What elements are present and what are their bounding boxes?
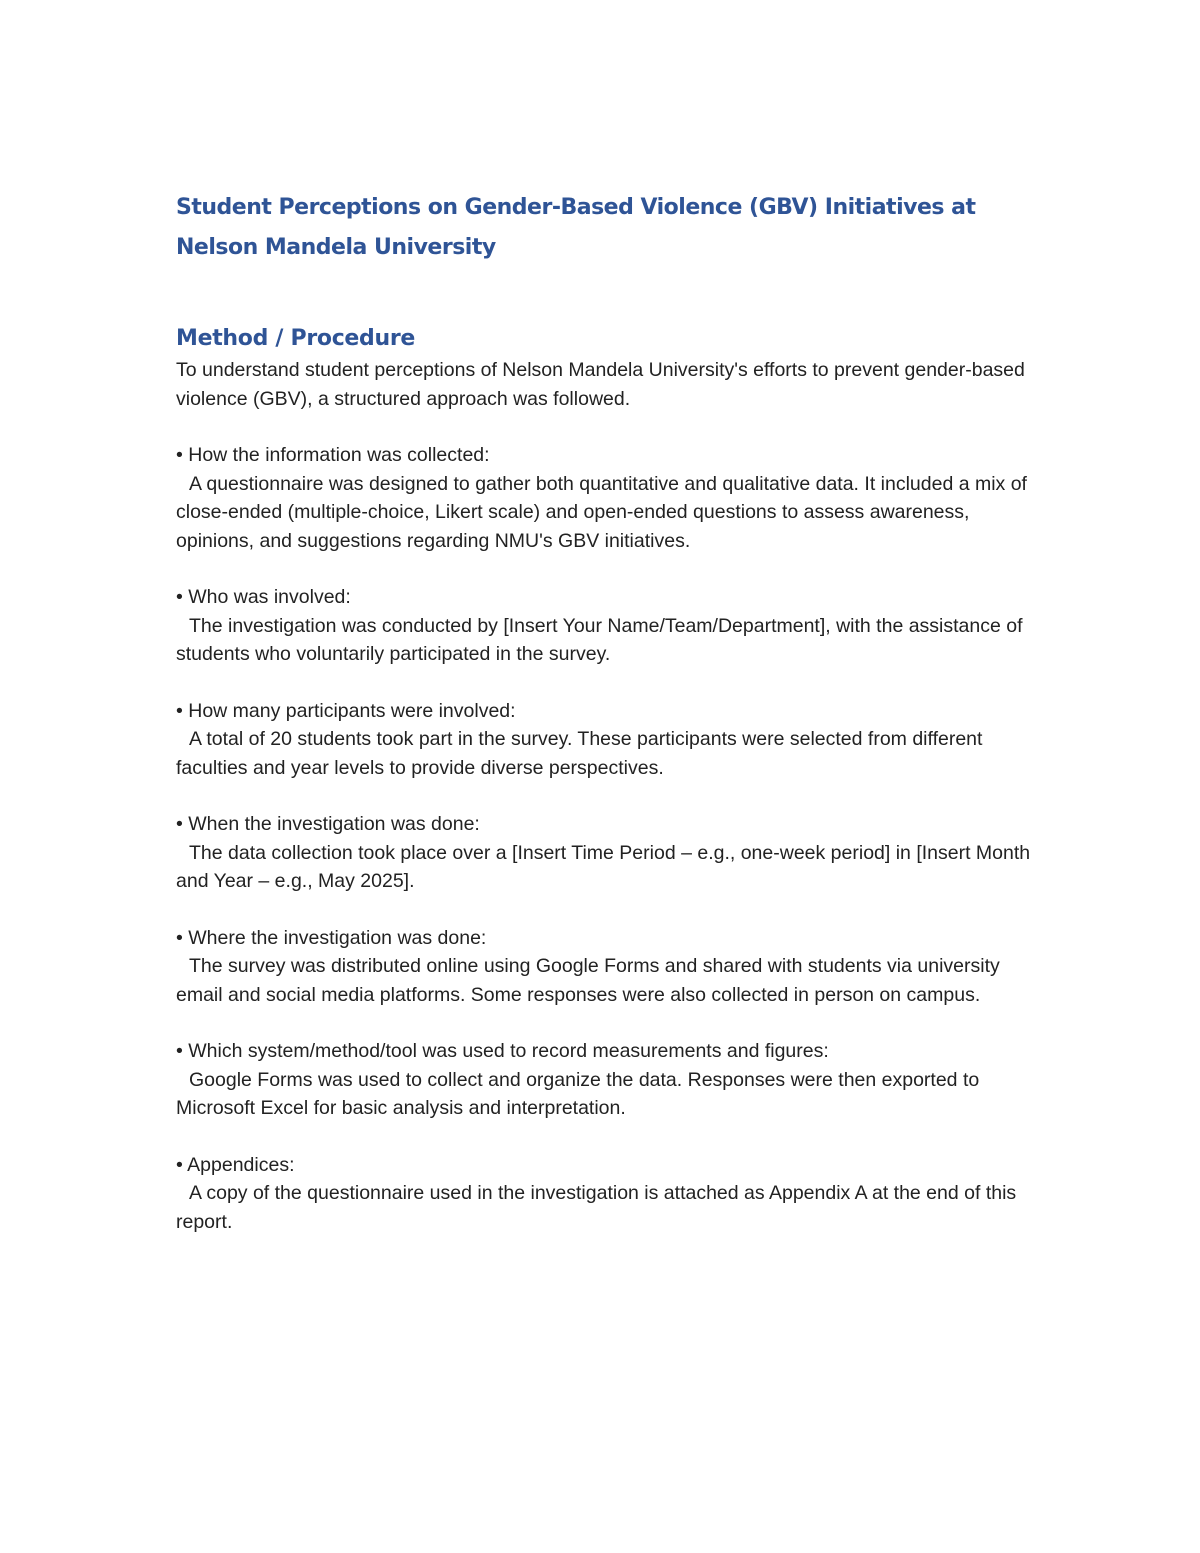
list-item-body-text: A copy of the questionnaire used in the investigation is attached as Appendix A at the end of this report. bbox=[176, 1182, 1017, 1233]
document-title: Student Perceptions on Gender-Based Violence (GBV) Initiatives at Nelson Mandela University bbox=[176, 195, 976, 260]
list-item-where bbox=[176, 924, 1036, 1010]
list-item-when bbox=[176, 810, 1036, 896]
list-item-body bbox=[176, 612, 1036, 669]
intro-paragraph: To understand student perceptions of Nelson Mandela University's efforts to prevent gender-based violence (GBV), a structured approach was followed. bbox=[176, 359, 1025, 410]
list-item-label: • How many participants were involved: bbox=[176, 699, 516, 722]
list-item-label: • Who was involved: bbox=[176, 586, 351, 608]
list-item-body bbox=[176, 1179, 1036, 1236]
list-item-label: • Which system/method/tool was used to record measurements and figures: bbox=[176, 1040, 829, 1062]
list-item-label: • Where the investigation was done: bbox=[176, 926, 487, 949]
list-item-body-text: Google Forms was used to collect and organize the data. Responses were then exported to Microsoft Excel for basic analysis and interpretation. bbox=[176, 1068, 980, 1119]
list-item-collection-method bbox=[176, 441, 1036, 555]
list-item-body bbox=[176, 1066, 1036, 1123]
list-item-label: • Appendices: bbox=[176, 1153, 295, 1176]
list-item-participant-count bbox=[176, 697, 1036, 783]
list-item-body-text: A total of 20 students took part in the survey. These participants were selected from different faculties and year levels to provide diverse perspectives. bbox=[176, 728, 983, 779]
list-item-body bbox=[176, 952, 1036, 1009]
list-item-label: • How the information was collected: bbox=[176, 444, 490, 466]
list-item-body-text: The survey was distributed online using Google Forms and shared with students via university email and social media platforms. Some responses were also collected in person on campus. bbox=[176, 955, 1000, 1006]
list-item-body-text: The data collection took place over a [Insert Time Period – e.g., one-week period] in [Insert Month and Year – e.g., May 2025]. bbox=[176, 841, 1031, 892]
list-item-body bbox=[176, 839, 1036, 896]
document-body bbox=[176, 188, 1036, 1236]
list-item-label: • When the investigation was done: bbox=[176, 813, 480, 835]
section-heading: Method / Procedure bbox=[176, 326, 416, 351]
list-item-body-text: The investigation was conducted by [Insert Your Name/Team/Department], with the assistance of students who voluntarily participated in the survey. bbox=[176, 614, 1023, 665]
list-item-body bbox=[176, 725, 1036, 782]
list-item-tools bbox=[176, 1037, 1036, 1123]
list-item-body-text: A questionnaire was designed to gather both quantitative and qualitative data. It included a mix of close-ended (multiple-choice, Likert scale) and open-ended questions to assess awareness, opinions, and suggestions regarding NMU's GBV initiatives. bbox=[176, 472, 1027, 552]
list-item-body bbox=[176, 470, 1036, 556]
list-item-appendices bbox=[176, 1151, 1036, 1237]
list-item-who-involved bbox=[176, 583, 1036, 669]
